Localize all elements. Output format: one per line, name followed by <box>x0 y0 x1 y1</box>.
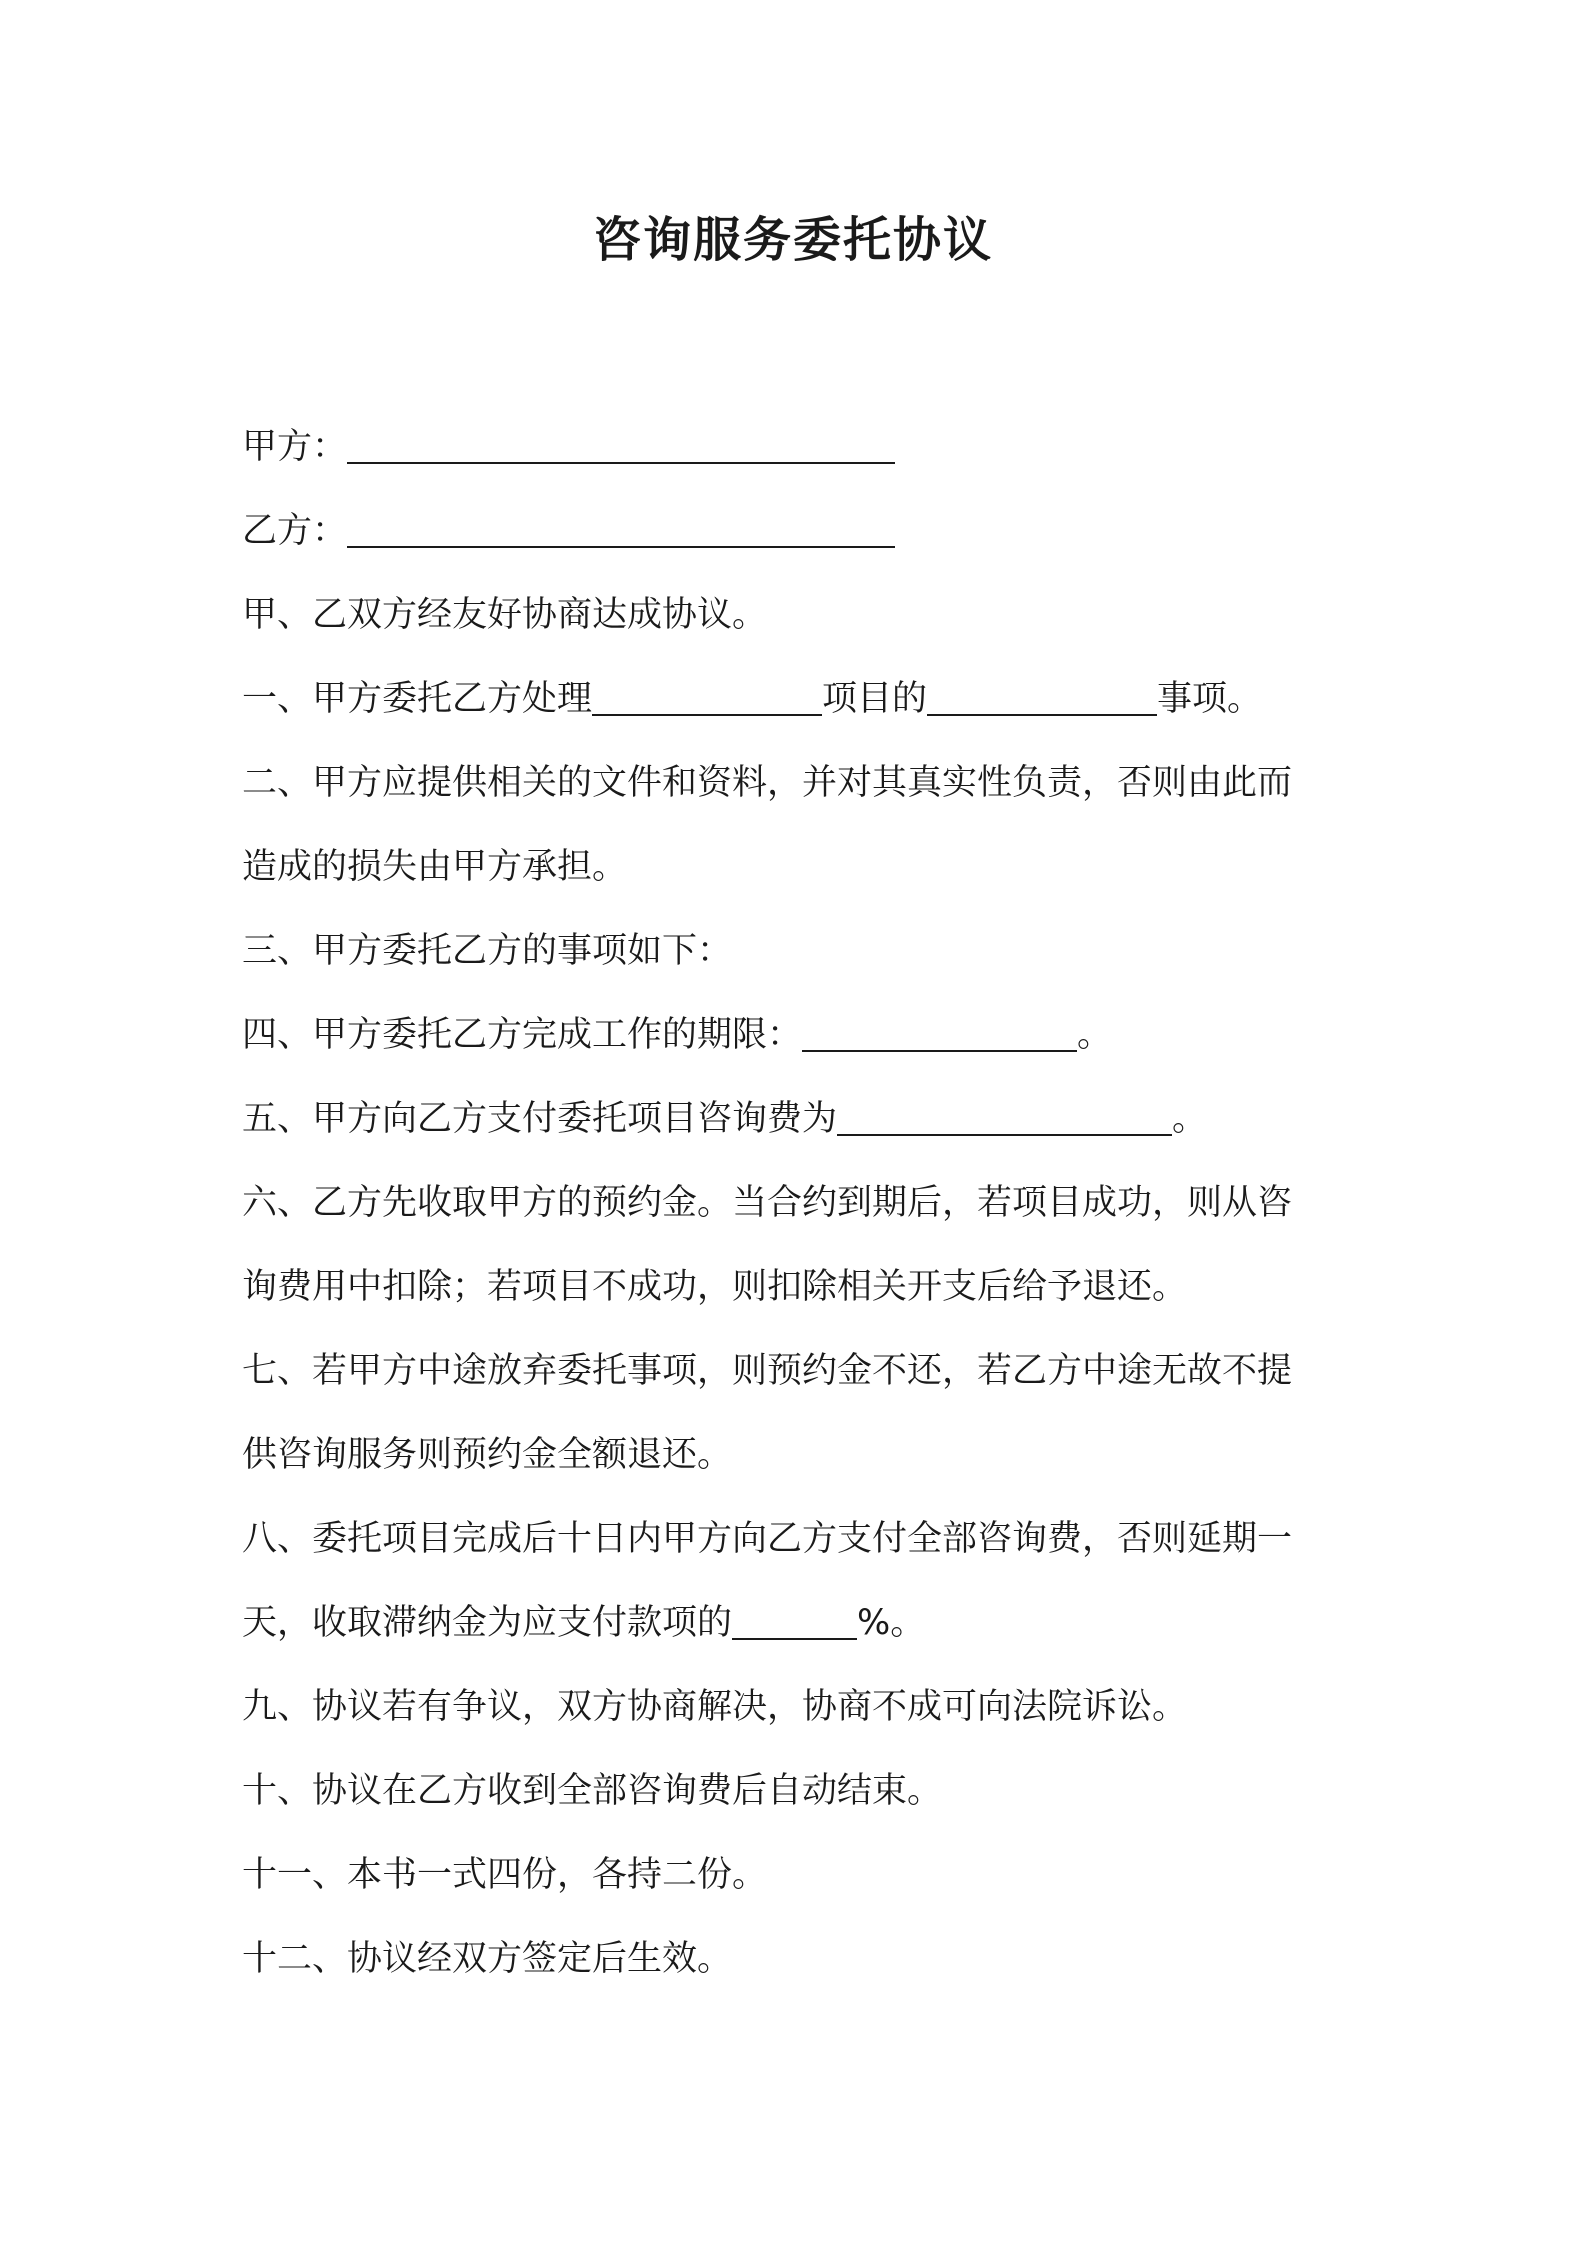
party-b-label: 乙方： <box>242 511 348 551</box>
clause-7-line-1: 七、若甲方中途放弃委托事项，则预约金不还，若乙方中途无故不提 <box>242 1351 1293 1391</box>
intro-paragraph: 甲、乙双方经友好协商达成协议。 <box>242 595 768 635</box>
clause-5-text-a: 五、甲方向乙方支付委托项目咨询费为 <box>242 1099 838 1139</box>
clause-5 <box>242 1077 1362 1161</box>
clause-8-line-2 <box>242 1581 1362 1665</box>
clause-1-project-blank <box>592 676 822 716</box>
clause-8-line-1: 八、委托项目完成后十日内甲方向乙方支付全部咨询费，否则延期一 <box>242 1519 1293 1559</box>
clause-4-text-a: 四、甲方委托乙方完成工作的期限： <box>242 1015 803 1055</box>
clause-2-line-2: 造成的损失由甲方承担。 <box>242 847 628 887</box>
clause-5-fee-blank <box>837 1096 1172 1136</box>
clause-1-text-b: 项目的 <box>822 679 928 719</box>
clause-4 <box>242 993 1362 1077</box>
clause-5-text-b: 。 <box>1172 1099 1208 1139</box>
clause-10: 十、协议在乙方收到全部咨询费后自动结束。 <box>242 1771 943 1811</box>
party-b-blank <box>347 508 895 548</box>
clause-8-text-b: %。 <box>857 1603 926 1643</box>
clause-9: 九、协议若有争议，双方协商解决，协商不成可向法院诉讼。 <box>242 1687 1188 1727</box>
document-body <box>242 405 1362 2001</box>
clause-1-text-c: 事项。 <box>1157 679 1263 719</box>
clause-3: 三、甲方委托乙方的事项如下： <box>242 931 733 971</box>
clause-6-line-1: 六、乙方先收取甲方的预约金。当合约到期后，若项目成功，则从咨 <box>242 1183 1293 1223</box>
clause-11: 十一、本书一式四份，各持二份。 <box>242 1855 768 1895</box>
clause-8-percent-blank <box>732 1600 857 1640</box>
party-b-line <box>242 489 1362 573</box>
party-a-line <box>242 405 1362 489</box>
clause-12: 十二、协议经双方签定后生效。 <box>242 1939 733 1979</box>
clause-7-line-2: 供咨询服务则预约金全额退还。 <box>242 1435 733 1475</box>
clause-1 <box>242 657 1362 741</box>
party-a-label: 甲方： <box>242 427 348 467</box>
clause-1-matter-blank <box>927 676 1157 716</box>
clause-4-text-b: 。 <box>1077 1015 1113 1055</box>
clause-2-line-1: 二、甲方应提供相关的文件和资料，并对其真实性负责，否则由此而 <box>242 763 1293 803</box>
document-title: 咨询服务委托协议 <box>592 212 993 268</box>
party-a-blank <box>347 424 895 464</box>
clause-6-line-2: 询费用中扣除；若项目不成功，则扣除相关开支后给予退还。 <box>242 1267 1188 1307</box>
clause-1-text-a: 一、甲方委托乙方处理 <box>242 679 593 719</box>
clause-4-deadline-blank <box>802 1012 1077 1052</box>
clause-8-text-a: 天，收取滞纳金为应支付款项的 <box>242 1603 733 1643</box>
